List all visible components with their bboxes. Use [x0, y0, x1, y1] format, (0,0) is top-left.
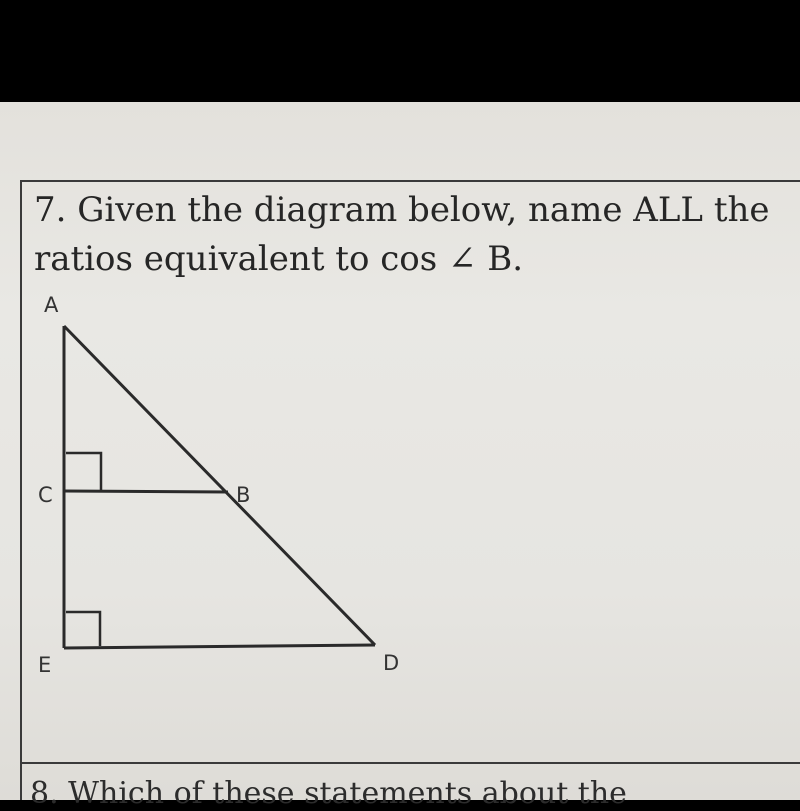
- label-e: E: [38, 653, 52, 677]
- segment-cb: [64, 491, 228, 492]
- label-a: A: [44, 293, 59, 317]
- right-angle-mark-e: [66, 612, 100, 646]
- segment-ad: [64, 326, 375, 645]
- label-b: B: [236, 483, 251, 507]
- question-line-2: ratios equivalent to cos ∠ B.: [34, 239, 524, 279]
- question-line-1: 7. Given the diagram below, name ALL the: [34, 190, 770, 230]
- next-question-partial: 8. Which of these statements about the: [30, 776, 627, 811]
- segment-ed: [64, 645, 375, 648]
- right-angle-mark-c: [66, 453, 101, 490]
- label-d: D: [383, 651, 400, 675]
- label-c: C: [38, 483, 53, 507]
